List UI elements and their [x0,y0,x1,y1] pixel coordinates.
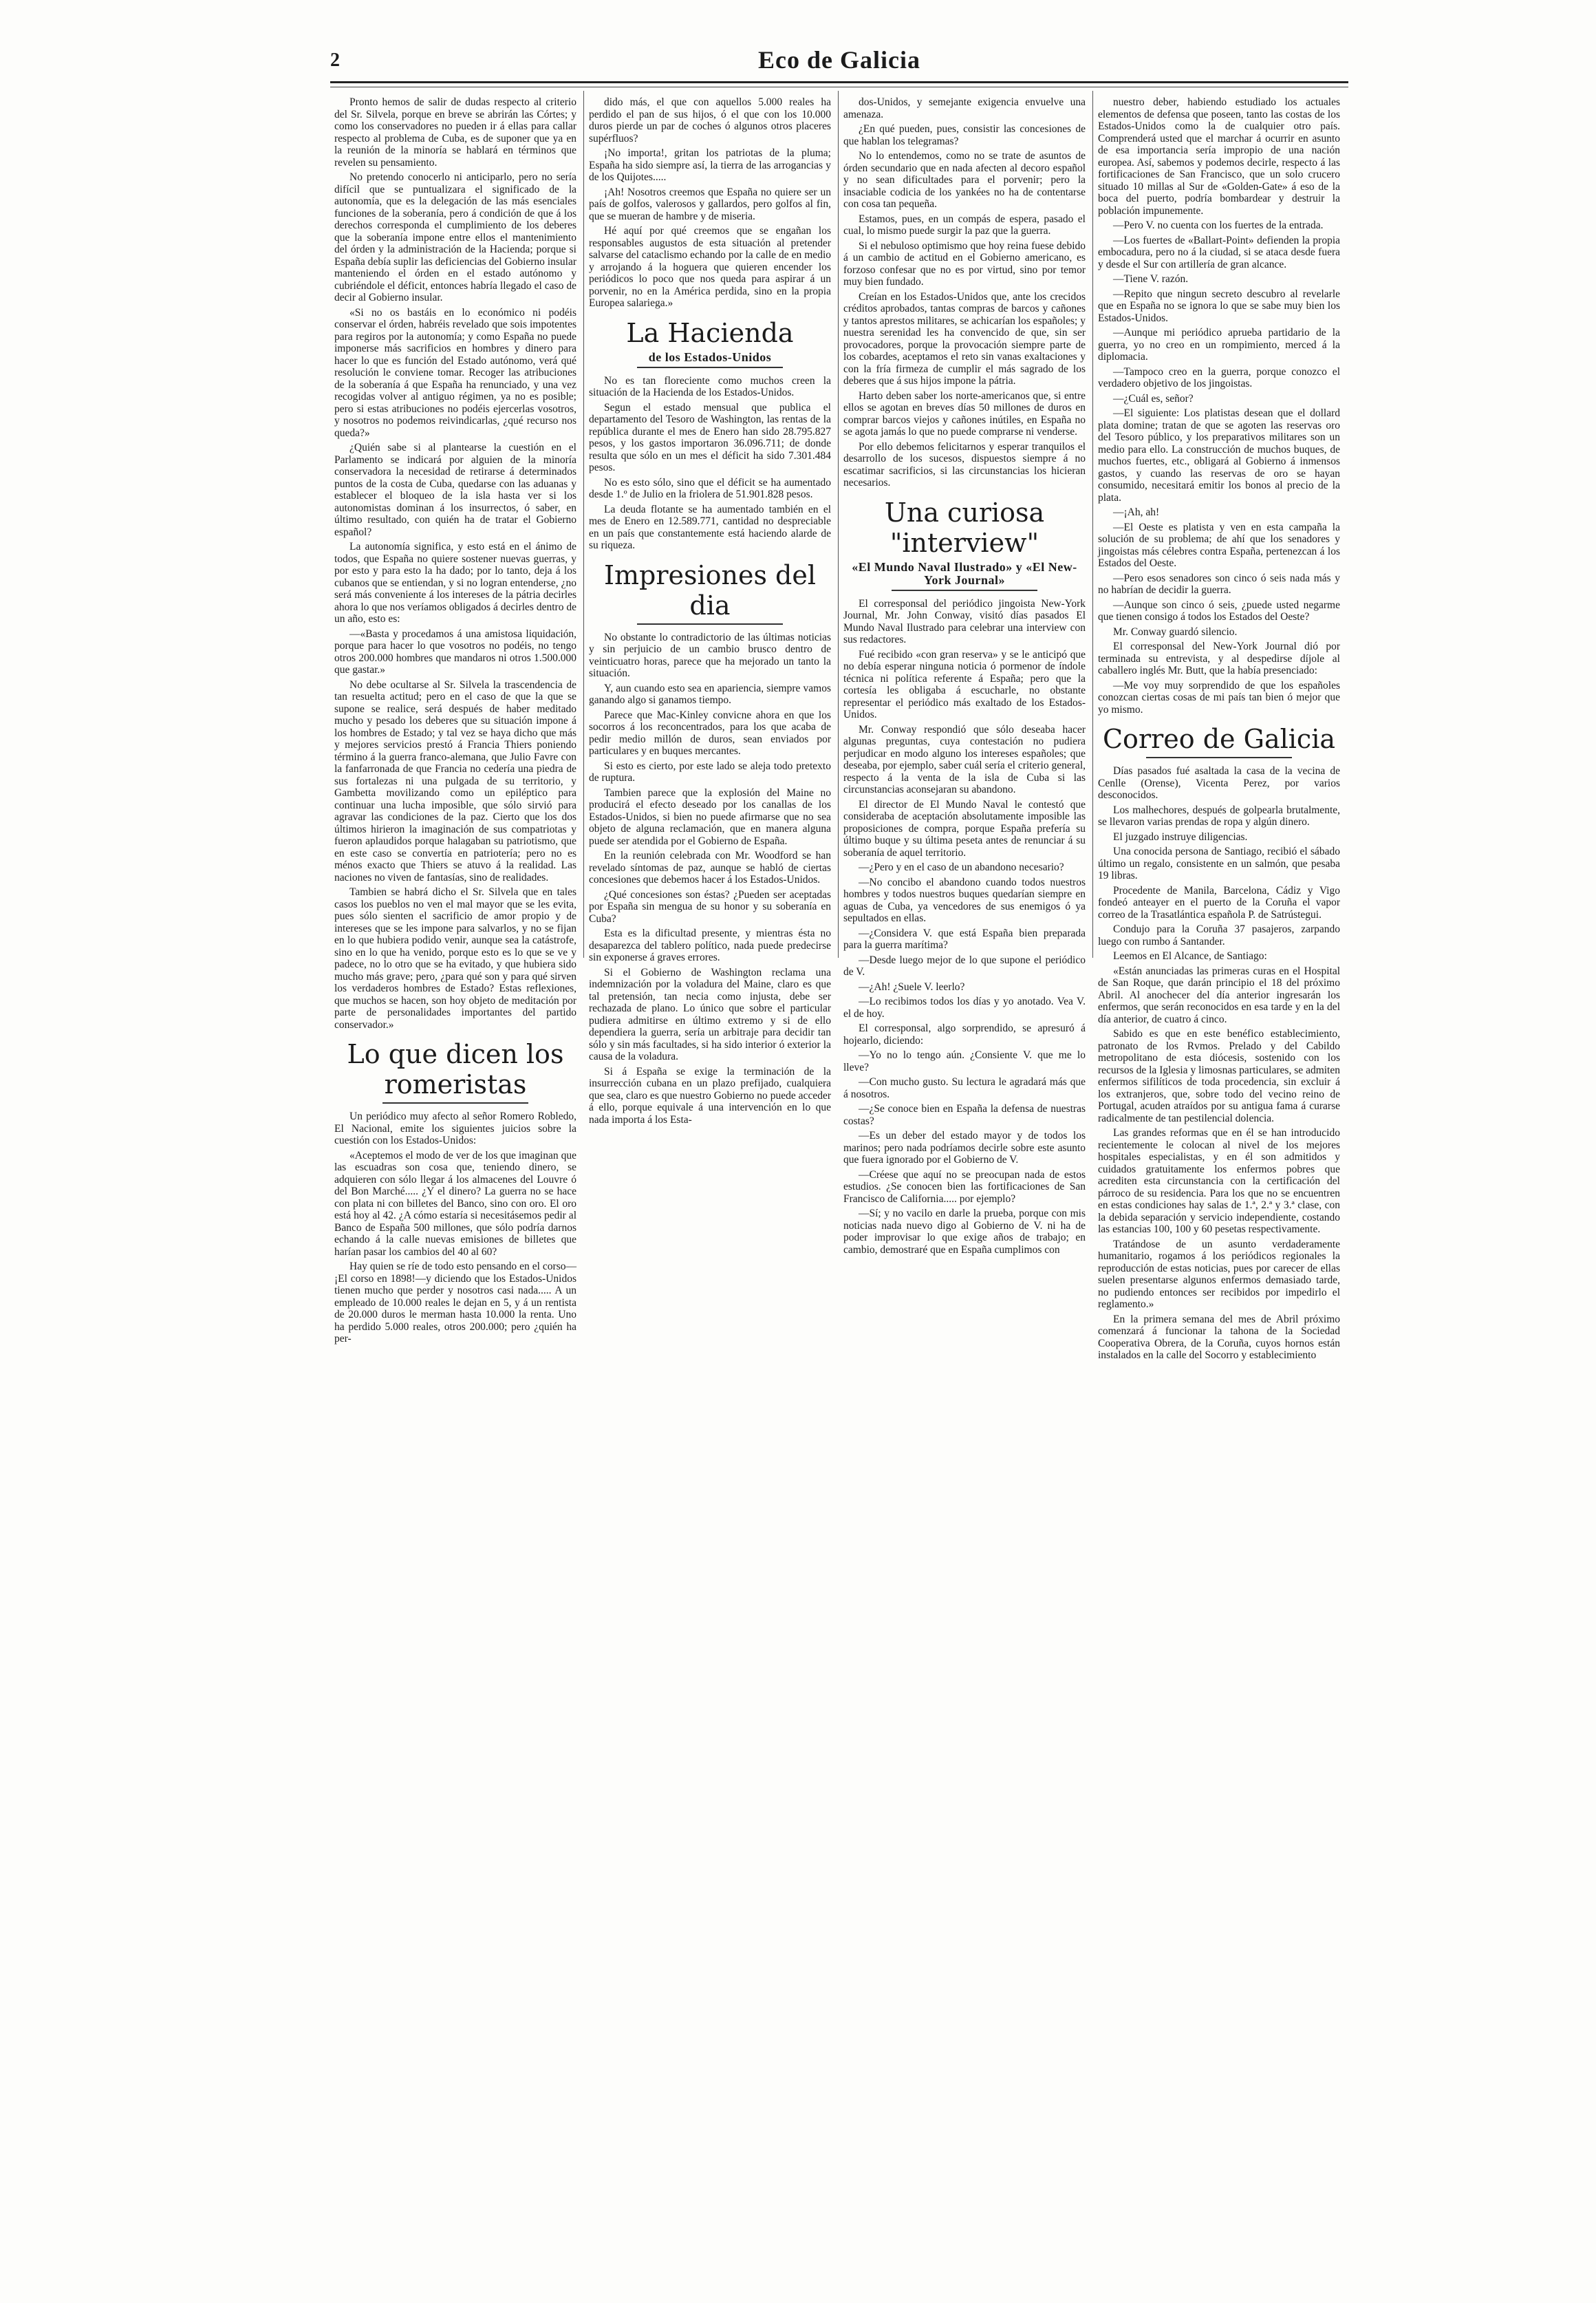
article-paragraph: nuestro deber, habiendo estudiado los actuales elementos de defensa que poseen, tanto las costas de los Estados-Unidos como la de cualquier otro país. Comprenderá usted que el marchar á ocurrir en asunto de esa importancia sería impropio de una nación europea. Así, sabemos y podemos decirle, respecto á las fortificaciones de San Francisco, que un solo crucero situado 10 millas al Sur de «Golden-Gate» á eso de la boca del puerto, podría bombardear y destruir la población impunemente. [1098,96,1340,217]
section-subtitle: de los Estados-Unidos [648,350,772,364]
article-paragraph: —¿Se conoce bien en España la defensa de nuestras costas? [843,1103,1086,1127]
article-paragraph: Parece que Mac-Kinley convicne ahora en que los socorros á los reconcentrados, para los que acaba de pedir medio millón de duros, sean enviados por particulares y en buques mercantes. [589,709,831,757]
article-paragraph: Sabido es que en este benéfico establecimiento, patronato de los Rvmos. Prelado y del Cabildo metropolitano de esta diócesis, sostenido con los recursos de la Iglesia y limosnas particulares, se admiten enfermos sifilíticos de toda procedencia, sin excluir á los extranjeros, que, sobre todo del vecino reino de Portugal, acuden atraídos por su antigua fama á curarse radicalmente de tan pestilencial dolencia. [1098,1028,1340,1124]
article-paragraph: Los malhechores, después de golpearla brutalmente, se llevaron varias prendas de ropa y algún dinero. [1098,804,1340,828]
article-paragraph: —El siguiente: Los platistas desean que el dollard plata domine; tratan de que se agoten las reservas oro del Tesoro público, y los preparativos militares son un medio para ello. La construcción de muchos buques, de muchos fuertes, etc., obligará al Gobierno á inmensos gastos, y cuando las reservas de oro se hayan consumido, necesitará emitir los bonos al precio de la plata. [1098,407,1340,504]
article-paragraph: No pretendo conocerlo ni anticiparlo, pero no sería difícil que se puntualizara el significado de la autonomía, que es la delegación de las más esenciales funciones de la soberanía, pero á condición de que á los derechos corresponda el cumplimiento de los deberes que la soberanía impone entre ellos el mantenimiento del órden y la administración de la Hacienda; porque si España debía suplir las deficiencias del Gobierno insular manteniendo el órden en el estado autónomo y cubriéndole el déficit, entonces habría llegado el caso de decir al Gobierno insular. [334,171,576,303]
article-paragraph: Un periódico muy afecto al señor Romero Robledo, El Nacional, emite los siguientes juicios sobre la cuestión con los Estados-Unidos: [334,1111,576,1146]
article-paragraph: ¿En qué pueden, pues, consistir las concesiones de que hablan los telegramas? [843,123,1086,147]
column-3 [843,96,1086,1258]
article-paragraph: —¿Considera V. que está España bien preparada para la guerra marítima? [843,927,1086,951]
article-paragraph: Harto deben saber los norte-americanos que, si entre ellos se agotan en breves días 50 millones de duros en comprar barcos viejos y cañones inútiles, en España no se agota jamás lo que no puede comprarse ni venderse. [843,389,1086,438]
article-paragraph: —Con mucho gusto. Su lectura le agradará más que á nosotros. [843,1076,1086,1100]
section-heading [589,560,831,625]
column-divider [583,91,584,958]
article-paragraph: En la primera semana del mes de Abril próximo comenzará á funcionar la tahona de la Sociedad Cooperativa Obrera, de la Coruña, cuyos hornos están instalados en la calle del Socorro y establecimiento [1098,1313,1340,1361]
article-paragraph: Hé aquí por qué creemos que se engañan los responsables augustos de esta situación al pretender salvarse del cataclismo echando por la calle de en medio y arrojando á la hoguera que quieren encender los periódicos lo poco que nos queda para aspirar á un porvenir, no en la América perdida, sino en la propia Europea salariega.» [589,225,831,309]
article-paragraph: ¡Ah! Nosotros creemos que España no quiere ser un país de golfos, valerosos y gallardos, pero golfos al fin, que se mueran de hambre y de miseria. [589,186,831,222]
section-rule [1146,757,1291,758]
section-rule [382,1102,528,1104]
article-paragraph: —¡Ah, ah! [1113,506,1160,518]
article-paragraph: —Aunque son cinco ó seis, ¿puede usted negarme que tienen consigo á todos los Estados del Oeste? [1098,599,1340,623]
article-paragraph: El corresponsal del New-York Journal dió por terminada su entrevista, y al despedirse díjole al caballero inglés Mr. Butt, que la había presenciado: [1098,641,1340,676]
article-paragraph: «Aceptemos el modo de ver de los que imaginan que las escuadras son cosa que, teniendo dinero, se adquieren con sólo llegar á los almacenes del Louvre ó del Bon Marché..... ¿Y el dinero? La guerra no se hace con plata ni con billetes del Banco, sino con oro. El oro está hoy al 42. ¿A cómo estaría si necesitásemos pedir al Banco de España 500 millones, que sólo podría darnos echando á la calle nuevas emisiones de billetes que harían pasar los cambios del 40 al 60? [334,1149,576,1258]
article-paragraph: —«Basta y procedamos á una amistosa liquidación, porque para hacer lo que vosotros no podéis, no tengo otros 200.000 hombres que mandaros ni otros 1.500.000 que gastar.» [334,628,576,676]
article-paragraph: Fué recibido «con gran reserva» y se le anticipó que no debía esperar ninguna noticia ó pormenor de índole técnica ni política referente á España; pero que la cortesía les obligaba á escucharle, no obstante representar el periódico más exaltado de los Estados-Unidos. [843,648,1086,720]
article-paragraph: —No concibo el abandono cuando todos nuestros hombres y todos nuestros buques quedarían siempre en aguas de Cuba, ya vencedores de sus enemigos ó ya sepultados en ellas. [843,876,1086,924]
column-divider [1092,91,1093,958]
article-paragraph: —Créese que aquí no se preocupan nada de estos estudios. ¿Se conocen bien las fortificaciones de San Francisco de California..... por ejemplo? [843,1168,1086,1205]
article-paragraph: Si esto es cierto, por este lado se aleja todo pretexto de ruptura. [589,760,831,784]
column-1 [334,96,576,1348]
section-title: Impresiones del dia [603,559,817,621]
article-paragraph: —Es un deber del estado mayor y de todos los marinos; pero nada podríamos decirle sobre este asunto que fuera ignorado por el Gobierno de V. [843,1130,1086,1166]
column-divider [838,91,839,958]
article-paragraph: Estamos, pues, en un compás de espera, pasado el cual, lo mismo puede surgir la paz que la guerra. [843,213,1086,237]
article-paragraph: Pronto hemos de salir de dudas respecto al criterio del Sr. Silvela, porque en breve se abrirán las Córtes; y como los conservadores no pueden ir á ellas para callar respecto al problema de Cuba, es de suponer que ya en la reunión de la minoría se hablará en términos que revelen su pensamiento. [334,96,576,169]
article-paragraph: —Pero esos senadores son cinco ó seis nada más y no habrían de decidir la guerra. [1098,572,1340,596]
article-paragraph: —Yo no lo tengo aún. ¿Consiente V. que me lo lleve? [843,1049,1086,1073]
section-heading [1098,724,1340,758]
article-paragraph: No obstante lo contradictorio de las últimas noticias y sin perjuicio de un cambio brusco dentro de veinticuatro horas, parece que ha mejorado un tanto la situación. [589,631,831,679]
article-paragraph: El juzgado instruye diligencias. [1113,831,1248,843]
article-paragraph: Condujo para la Coruña 37 pasajeros, zarpando luego con rumbo á Santander. [1098,923,1340,947]
section-rule [892,590,1037,591]
page-number: 2 [330,50,340,71]
column-2 [589,96,831,1128]
article-paragraph: ¿Quién sabe si al plantearse la cuestión en el Parlamento se indicará por alguien de la minoría conservadora la necesidad de retirarse á determinados puntos de la costa de Cuba, quedarse con las aduanas y establecer el bloqueo de la isla hasta ver si los autonomistas dominan á los insurrectos, ó saber, en último resultado, con quién ha de tratar el Gobierno español? [334,442,576,538]
article-paragraph: —Me voy muy sorprendido de que los españoles conozcan ciertas cosas de mi país tan bien ó mejor que yo mismo. [1098,679,1340,716]
article-paragraph: La autonomía significa, y esto está en el ánimo de todos, que España no quiere sostener nuevas guerras, y por esto y para esto la ha dado; por lo tanto, deja á los cubanos que se entiendan, y si no logran entenderse, ¿no será más conveniente á los intereses de la pátria decirles ahora lo que nos veríamos obligados á decirles dentro de un año, esto es: [334,541,576,625]
article-paragraph: No es esto sólo, sino que el déficit se ha aumentado desde 1.º de Julio en la friolera de 51.901.828 pesos. [589,476,831,500]
section-title: Correo de Galicia [1102,724,1336,754]
column-4 [1098,96,1340,1364]
header-rule [330,81,1348,83]
article-paragraph: La deuda flotante se ha aumentado también en el mes de Enero en 12.589.771, cantidad no despreciable en un país que constantemente está haciendo alarde de su riqueza. [589,503,831,551]
article-paragraph: Mr. Conway respondió que sólo deseaba hacer algunas preguntas, cuya contestación no pudiera perjudicar en modo alguno los intereses españoles; que deseaba, por ejemplo, saber cuál sería el criterio general, respecto á la venta de la isla de Cuba si las circunstancias aconsejaran su abandono. [843,723,1086,795]
article-paragraph: —¿Pero y en el caso de un abandono necesario? [859,861,1064,873]
article-paragraph: No es tan floreciente como muchos creen la situación de la Hacienda de los Estados-Unidos. [589,374,831,398]
article-paragraph: El corresponsal, algo sorprendido, se apresuró á hojearlo, diciendo: [843,1022,1086,1047]
article-paragraph: —¿Cuál es, señor? [1113,392,1194,405]
article-paragraph: —Repito que ningun secreto descubro al revelarle que en España no se ignora lo que se sabe muy bien los Estados-Unidos. [1098,288,1340,324]
article-paragraph: Procedente de Manila, Barcelona, Cádiz y Vigo fondeó anteayer en el puerto de la Coruña el vapor correo de la Trasatlántica española P. de Satrústegui. [1098,884,1340,921]
article-paragraph: Esta es la dificultad presente, y mientras ésta no desaparezca del tablero político, nada puede predecirse sin exponerse á graves errores. [589,928,831,963]
page-header [330,43,1348,77]
section-title: La Hacienda [626,317,794,348]
article-paragraph: —Desde luego mejor de lo que supone el periódico de V. [843,954,1086,978]
article-paragraph: Si el Gobierno de Washington reclama una indemnización por la voladura del Maine, claro es que tal pretensión, tan necia como injusta, debe ser rechazada de plano. Lo único que sobre el particular pudiera admitirse en último extremo y si de ello dependiera la guerra, sería un arbitraje para decidir tan sólo y sin más facultades, si ha sido interior ó exterior la causa de la voladura. [589,966,831,1062]
article-paragraph: Y, aun cuando esto sea en apariencia, siempre vamos ganando algo si ganamos tiempo. [589,682,831,706]
article-paragraph: Mr. Conway guardó silencio. [1113,625,1238,638]
article-paragraph: Tambien parece que la explosión del Maine no producirá el efecto deseado por los canallas de los Estados-Unidos, si bien no puede afirmarse que no sea objeto de alguna reclamación, que en manera alguna puede ser atendida por el Gobierno de España. [589,786,831,847]
section-title: Lo que dicen los romeristas [347,1039,564,1100]
article-paragraph: Tambien se habrá dicho el Sr. Silvela que en tales casos los pueblos no ven el mal mayor que se les evita, pues sólo sienten el sacrificio de amor propio y de intereses que se les impone para salvarlos, y no se fijan en lo que hubiera podido venir, aunque sea la catástrofe, sino en lo que ha venido, porque esto es lo que se ve y padece, no lo otro que se ha evitado, y que hubiera sido mucho más grave; pero, ¿para qué son y para qué sirven los verdaderos hombres de Estado? Estas reflexiones, que muchos se hacen, son hoy objeto de meditación por parte de personalidades importantes del partido conservador.» [334,886,576,1031]
article-paragraph: —¿Ah! ¿Suele V. leerlo? [859,981,965,993]
article-paragraph: El director de El Mundo Naval le contestó que consideraba de aceptación absolutamente imposible las proposiciones de compra, porque España prefería su último buque y su última peseta antes de renunciar á su soberanía de aquel territorio. [843,798,1086,859]
article-paragraph: ¿Qué concesiones son éstas? ¿Pueden ser aceptadas por España sin mengua de su honor y su soberanía en Cuba? [589,888,831,925]
section-rule [637,367,782,368]
article-paragraph: Tratándose de un asunto verdaderamente humanitario, rogamos á los periódicos regionales la reproducción de estas noticias, pues por carecer de ellas suelen presentarse algunos enfermos demasiado tarde, no pudiendo entonces ser recibidos por impedirlo el reglamento.» [1098,1238,1340,1310]
article-paragraph: Por ello debemos felicitarnos y esperar tranquilos el desarrollo de los sucesos, dispuestos siempre á no escatimar sacrificios, si las circunstancias los hicieran necesarios. [843,440,1086,489]
section-heading [589,318,831,368]
article-paragraph: dos-Unidos, y semejante exigencia envuelve una amenaza. [843,96,1086,120]
article-paragraph: Una conocida persona de Santiago, recibió el sábado último un regalo, consistente en un salmón, que pesaba 19 libras. [1098,846,1340,881]
article-paragraph: Leemos en El Alcance, de Santiago: [1113,950,1267,962]
section-heading [334,1039,576,1104]
article-paragraph: «Si no os bastáis en lo económico ni podéis conservar el órden, habréis revelado que sois impotentes para regiros por la autonomía; y como España no puede imponerse más sacrificios en hombres y dinero para hacer lo que es función del Estado autónomo, verá qué resolución le conviene tomar. Recoger las atribuciones de la soberanía á que España ha renunciado, y una vez recogidas volver al antiguo régimen, ya no es posible; pero si estas atribuciones no podéis ejercerlas vosotros, y nosotros no podemos reivindicarlas, ¿qué recurso nos queda?» [334,306,576,439]
article-paragraph: Creían en los Estados-Unidos que, ante los crecidos créditos aprobados, tantas compras de barcos y cañones y tantos aprestos militares, se achicarían los españoles; y nuestra serenidad les ha convencido de que, sin ser provocadores, porque la provocación siempre parte de los cobardes, aceptamos el reto sin vanas exaltaciones y con la fría firmeza de cumplir el más sagrado de los deberes que á sus hijos impone la pátria. [843,290,1086,387]
section-heading [843,497,1086,591]
article-paragraph: Segun el estado mensual que publica el departamento del Tesoro de Washington, las rentas de la república durante el mes de Enero han sido 28.795.827 pesos, y los gastos importaron 36.096.711; de donde resulta que sólo en un mes el déficit ha sido 7.301.484 pesos. [589,401,831,473]
article-paragraph: Días pasados fué asaltada la casa de la vecina de Cenlle (Orense), Vicenta Perez, por varios desconocidos. [1098,765,1340,801]
article-paragraph: —El Oeste es platista y ven en esta campaña la solución de su problema; de ahí que los senadores y jingoistas más célebres contra España, pertenezcan á los Estados del Oeste. [1098,521,1340,569]
article-paragraph: No lo entendemos, como no se trate de asuntos de órden secundario que en nada afecten al decoro español y no sean dificultades para el porvenir; pero la insaciable codicia de los yankées no ha de contentarse con cosa tan pequeña. [843,150,1086,210]
article-paragraph: dido más, el que con aquellos 5.000 reales ha perdido el pan de sus hijos, ó el que con los 10.000 duros pierde un par de coches ó algunos otros placeres supérfluos? [589,96,831,144]
article-paragraph: En la reunión celebrada con Mr. Woodford se han revelado síntomas de paz, aunque se habló de ciertas concesiones que debemos hacer á los Estados-Unidos. [589,850,831,886]
article-paragraph: El corresponsal del periódico jingoista New-York Journal, Mr. John Conway, visitó días pasados El Mundo Naval Ilustrado para celebrar una interview con sus redactores. [843,597,1086,645]
article-paragraph: Las grandes reformas que en él se han introducido recientemente le colocan al nivel de los mejores hospitales especialistas, y en él son admitidos y cuidados gratuitamente los enfermos pobres que acrediten esta circunstancia con la certificación del párroco de su residencia. Para los que no se encuentren en estas condiciones hay salas de 1.ª, 2.ª y 3.ª clase, con la debida separación y servicio independiente, costando las estancias 100, 100 y 60 pesetas respectivamente. [1098,1127,1340,1235]
article-paragraph: —Los fuertes de «Ballart-Point» defienden la propia embocadura, pero no á la ciudad, si se ataca desde fuera y desde el Sur con artillería de gran alcance. [1098,234,1340,270]
article-paragraph: —Tampoco creo en la guerra, porque conozco el verdadero objetivo de los jingoistas. [1098,365,1340,389]
article-paragraph: —Tiene V. razón. [1113,273,1189,285]
article-paragraph: ¡No importa!, gritan los patriotas de la pluma; España ha sido siempre así, la tierra de las arrogancias y de los Quijotes..... [589,147,831,183]
article-paragraph: Si el nebuloso optimismo que hoy reina fuese debido á un cambio de actitud en el Gobierno americano, es forzoso confesar que no es por virtud, sino por temor muy bien fundado. [843,239,1086,288]
article-paragraph: Si á España se exige la terminación de la insurrección cubana en un plazo prefijado, cualquiera que sea, claro es que nuestro Gobierno no puede acceder á ello, porque equivale á una intervención en lo que nada importa á los Esta- [589,1065,831,1126]
article-paragraph: Hay quien se ríe de todo esto pensando en el corso—¡El corso en 1898!—y diciendo que los Estados-Unidos tienen mucho que perder y nosotros casi nada..... A un empleado de 10.000 reales le dejan en 5, y á un rentista de 20.000 duros le merman hasta 10.000 la renta. Uno ha perdido 5.000 reales, otros 200.000; pero ¿quién ha per- [334,1261,576,1345]
section-title: Una curiosa "interview" [884,497,1045,558]
section-subtitle: «El Mundo Naval Ilustrado» y «El New-York Journal» [852,559,1077,587]
article-paragraph: —Sí; y no vacilo en darle la prueba, porque con mis noticias nada nuevo digo al Gobierno de V. ni ha de poder improvisar lo que exige años de trabajo; en cambio, demostraré que en España cumplimos con [843,1208,1086,1256]
article-paragraph: —Lo recibimos todos los días y yo anotado. Vea V. el de hoy. [843,996,1086,1020]
masthead-title: Eco de Galicia [758,46,920,74]
article-paragraph: No debe ocultarse al Sr. Silvela la trascendencia de tan resuelta actitud; pero en el caso de que la que se supone se realice, será después de haber meditado mucho y pesado los deberes que su situación impone á los hombres de Estado; y tal vez se haya dicho que más y mejores servicios prestó á Francia Thiers poniendo término á la guerra franco-alemana, que Julio Favre con la fanfarronada de que Francia no cedería una piedra de sus fortalezas ni una pulgada de su territorio, y Gambetta movilizando como un epiléptico para continuar una lucha imposible, que sólo sirvió para agravar las condiciones de la paz. Cierto que los dos últimos hirieron la imaginación de sus compatriotas y fueron aplaudidos porque halagaban su patriotismo, que en este caso se convertía en patriotería; pero no es ménos exacto que Thiers se atuvo á la realidad. Las naciones no viven de fantasías, sino de realidades. [334,678,576,883]
article-paragraph: —Aunque mi periódico aprueba partidario de la guerra, yo no creo en un rompimiento, merced á la diplomacia. [1098,327,1340,363]
section-rule [637,623,782,625]
article-paragraph: «Están anunciadas las primeras curas en el Hospital de San Roque, que darán principio el 18 del próximo Abril. Al anochecer del día anterior ingresarán los enfermos, que serán reconocidos en esa tarde y en la del día anterior, de cuatro á cinco. [1098,965,1340,1025]
article-paragraph: —Pero V. no cuenta con los fuertes de la entrada. [1113,219,1324,231]
